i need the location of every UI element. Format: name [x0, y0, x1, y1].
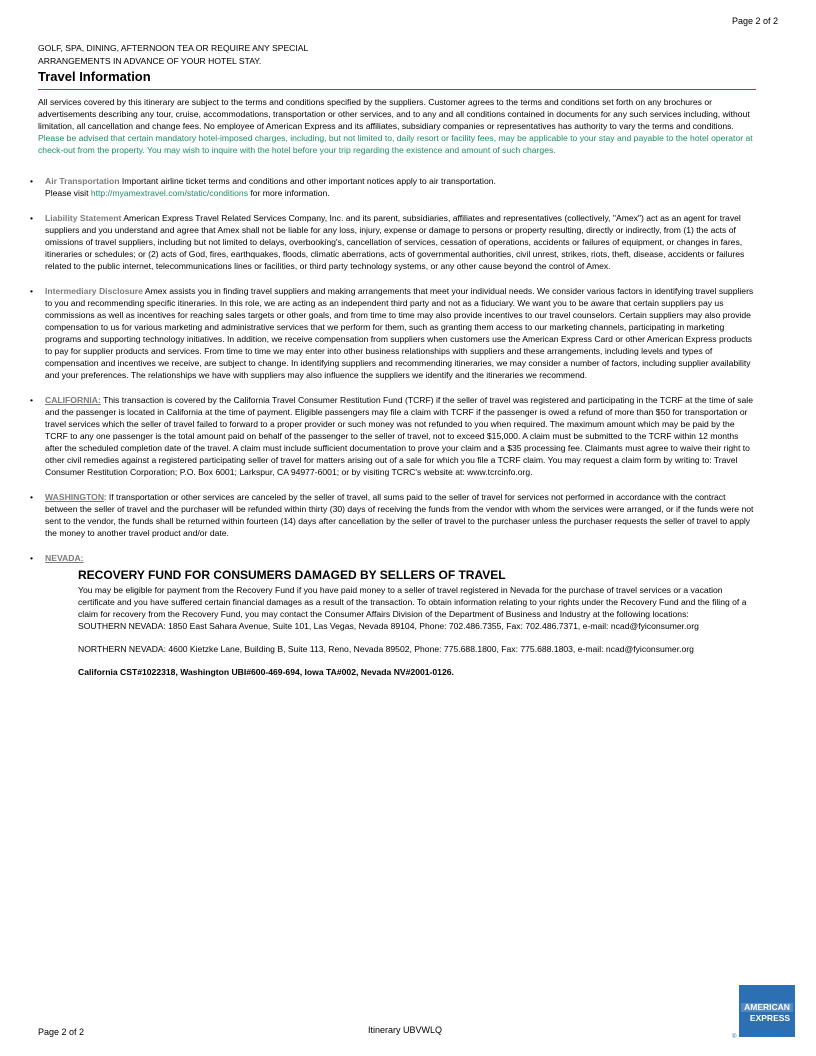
intermediary-disclosure-text: Amex assists you in finding travel suppliers and making arrangements that meet your individual needs. We consider various factors in identifying travel suppliers to you and recommending specific itineraries. In this role, we are acting as an independent third party and not as a fiduciary. We want you to be aware that certain suppliers pay us commissions as well as incentives for reaching sales targets or other goals, and from time to time may also provide incentives to our travel counselors. Certain suppliers may also provide compensation to us for various marketing and administrative services that we perform for them, such as granting them access to our marketing channels, participating in marketing programs and supporting technology initiatives. In addition, we receive compensation from suppliers when customers use the American Express Card or other American Express products to pay for supplier products and services. From time to time we may enter into other business relationships with suppliers and these arrangements, including levels and types of compensation and incentives we receive, are subject to change. In identifying suppliers and recommending itineraries, we may consider a number of factors, including supplier availability and your preferences. The relationships we have with suppliers may also influence the suppliers we identify and the itineraries we recommend.: [45, 286, 754, 380]
northern-nevada-address: NORTHERN NEVADA: 4600 Kietzke Lane, Building B, Suite 113, Reno, Nevada 89502, Phone: 775.688.1800, Fax: 775.688.1803, e-mail: ncad@fyiconsumer.org: [78, 644, 694, 654]
registration-numbers: California CST#1022318, Washington UBI#600-469-694, Iowa TA#002, Nevada NV#2001-0126.: [78, 667, 454, 677]
itinerary-id: Itinerary UBVWLQ: [368, 1025, 443, 1035]
air-visit-text: Please visit: [45, 188, 91, 198]
travel-terms-paragraph: [38, 96, 756, 156]
intro-text: [38, 42, 398, 67]
intro-line-1: GOLF, SPA, DINING, AFTERNOON TEA OR REQUIRE ANY SPECIAL: [38, 43, 309, 53]
air-after-text: for more information.: [248, 188, 330, 198]
bullet-icon: •: [30, 553, 34, 563]
amex-logo-icon: [739, 985, 795, 1037]
nevada-section: [28, 552, 756, 678]
air-transportation-text: Important airline ticket terms and conditions and other important notices apply to air transportation.: [119, 176, 496, 186]
bullet-icon: •: [30, 395, 34, 405]
washington-label: WASHINGTON: [45, 492, 105, 502]
page-number-footer: Page 2 of 2: [38, 1027, 85, 1037]
registered-mark: ®: [732, 1034, 737, 1040]
liability-statement-section: [28, 212, 756, 272]
recovery-fund-paragraph: You may be eligible for payment from the Recovery Fund if you have paid money to a seller of travel registered in Nevada for the purchase of travel services or a vacation certificate and you have suffered certain financial damages as a result of the transaction. To obtain information relating to your rights under the Recovery Fund and the filing of a claim for recovery from the Recovery Fund, you may contact the Consumer Affairs Division of the Department of Business and Industry at the following locations:: [78, 585, 747, 619]
amex-logo-text-1: AMERICAN: [744, 1002, 790, 1012]
bullet-icon: •: [30, 176, 34, 186]
hotel-charges-notice: Please be advised that certain mandatory hotel-imposed charges, including, but not limited to, daily resort or facility fees, may be applicable to your stay and payable to the hotel operator at check-out from the property. You may wish to inquire with the hotel before your trip regarding the existence and amount of such charges.: [38, 133, 753, 155]
intermediary-disclosure-label: Intermediary Disclosure: [45, 286, 143, 296]
california-text: This transaction is covered by the California Travel Consumer Restitution Fund (TCRF) if the seller of travel was registered and participating in the TCRF at the time of sale and the passenger is located in California at the time of payment. Eligible passengers may file a claim with TCRF if the passenger is owed a refund of more than $50 for transportation or travel services which the seller of travel failed to forward to a proper provider or such money was not refunded to you when required. The maximum amount which may be paid by the TCRF to any one passenger is the total amount paid on behalf of the passenger to the seller of travel, not to exceed $15,000. A claim must be submitted to the TCRF within 12 months after the scheduled completion date of the travel. A claim must include sufficient documentation to prove your claim and a $35 processing fee. Claimants must agree to waive their right to other civil remedies against a registered participating seller of travel for matters arising out of a sale for which you file a TCRF claim. You may request a claim form by writing to: Travel Consumer Restitution Corporation; P.O. Box 6001; Larkspur, CA 94977-6001; or by visiting TCRC's website at: www.tcrcinfo.org.: [45, 395, 753, 477]
conditions-link[interactable]: http://myamextravel.com/static/conditions: [90, 188, 248, 198]
nevada-label: NEVADA:: [45, 553, 84, 563]
washington-text: : If transportation or other services are canceled by the seller of travel, all sums paid to the seller of travel for services not performed in accordance with the contract between the seller of travel and the purchaser will be refunded within thirty (30) days of receiving the funds from the vendor with whom the services were arranged, or if the funds were not sent to the vendor, the funds shall be returned within fourteen (14) days after cancellation by the seller of travel to the purchaser unless the purchaser requests the seller of travel to apply the money to another travel product and/or date.: [45, 492, 754, 538]
nevada-body: [78, 567, 756, 678]
bullet-icon: •: [30, 286, 34, 296]
air-transportation-label: Air Transportation: [45, 176, 120, 186]
recovery-fund-heading: RECOVERY FUND FOR CONSUMERS DAMAGED BY SELLERS OF TRAVEL: [78, 568, 506, 582]
amex-logo-text-2: EXPRESS: [749, 1013, 791, 1023]
air-transportation-section: [28, 175, 756, 199]
terms-sections: [28, 175, 756, 691]
california-label: CALIFORNIA:: [45, 395, 101, 405]
liability-statement-text: American Express Travel Related Services Company, Inc. and its parent, subsidiaries, affiliates and representatives (collectively, "Amex") act as an agent for travel suppliers and you understand and agree that Amex shall not be liable for any loss, injury, expense or damage to persons or property resulting, directly or indirectly, from (1) the acts of omissions of travel suppliers, including but not limited to delays, overbooking's, cancellation of services, cessation of operations, accidents or failures of equipment, or changes in fares, itineraries or schedules; or (2) acts of God, fires, earthquakes, floods, climatic aberrations, acts of governmental authorities, civil unrest, strikes, riots, theft, disease, accidents or failures related to the public internet, telecommunications lines or facilities, or third party technology systems, or any other cause beyond the control of Amex.: [45, 213, 745, 271]
travel-terms-text: All services covered by this itinerary are subject to the terms and conditions specified by the suppliers. Customer agrees to the terms and conditions set forth on any brochures or advertisements describing any tour, cruise, accommodations, transportation or other services, and to any and all conditions contained in documents for any such services including, without limitation, all cancellation and change fees. No employee of American Express and its affiliates, subsidiary companies or representatives has authority to vary the terms and conditions.: [38, 97, 750, 131]
southern-nevada-address: SOUTHERN NEVADA: 1850 East Sahara Avenue, Suite 101, Las Vegas, Nevada 89104, Phone: 702.486.7355, Fax: 702.486.7371, e-mail: ncad@fyiconsumer.org: [78, 621, 699, 631]
washington-section: [28, 491, 756, 539]
bullet-icon: •: [30, 213, 34, 223]
intro-line-2: ARRANGEMENTS IN ADVANCE OF YOUR HOTEL STAY.: [38, 55, 262, 66]
heading-divider: [38, 89, 756, 90]
travel-information-heading: Travel Information: [38, 69, 151, 84]
page-number-top: Page 2 of 2: [731, 16, 778, 26]
intermediary-disclosure-section: [28, 285, 756, 381]
liability-statement-label: Liability Statement: [45, 213, 122, 223]
california-section: [28, 394, 756, 478]
bullet-icon: •: [30, 492, 34, 502]
